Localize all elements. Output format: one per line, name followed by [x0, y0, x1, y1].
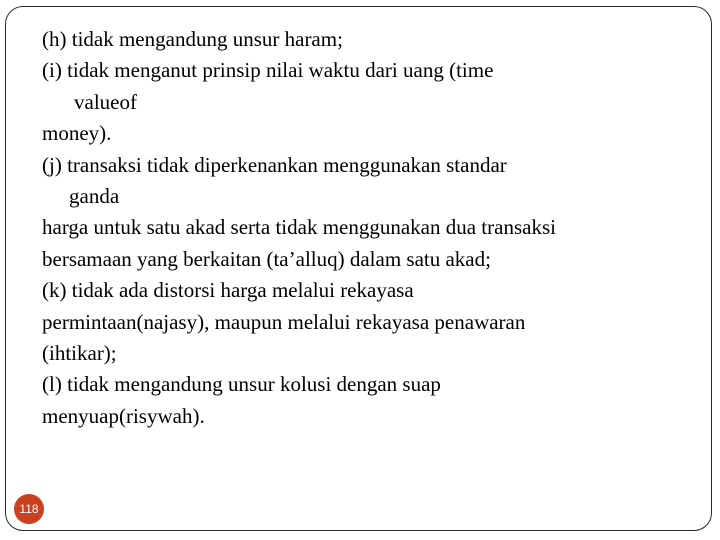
- text-line-k-3: (ihtikar);: [42, 341, 117, 366]
- text-line-h: (h) tidak mengandung unsur haram;: [42, 27, 343, 51]
- text-line-j-2: harga untuk satu akad serta tidak menggunakan dua transaksi: [42, 215, 556, 240]
- text-line-i: (i) tidak menganut prinsip nilai waktu dari uang (time: [42, 58, 494, 83]
- page-number-badge: 118: [14, 494, 44, 524]
- text-line-l: (l) tidak mengandung unsur kolusi dengan suap: [42, 372, 441, 397]
- text-line-k-2: permintaan(najasy), maupun melalui rekayasa penawaran: [42, 309, 526, 334]
- text-line-j: (j) transaksi tidak diperkenankan menggunakan standar: [42, 152, 507, 177]
- slide-body-text: [42, 24, 692, 432]
- text-line-l-2: menyuap(risywah).: [42, 403, 205, 428]
- text-line-i-end: money).: [42, 121, 112, 146]
- text-line-k: (k) tidak ada distorsi harga melalui rekayasa: [42, 278, 414, 303]
- text-line-j-cont: ganda: [69, 184, 120, 209]
- text-line-i-cont: valueof: [74, 89, 137, 114]
- text-line-j-3: bersamaan yang berkaitan (ta’alluq) dalam satu akad;: [42, 246, 491, 271]
